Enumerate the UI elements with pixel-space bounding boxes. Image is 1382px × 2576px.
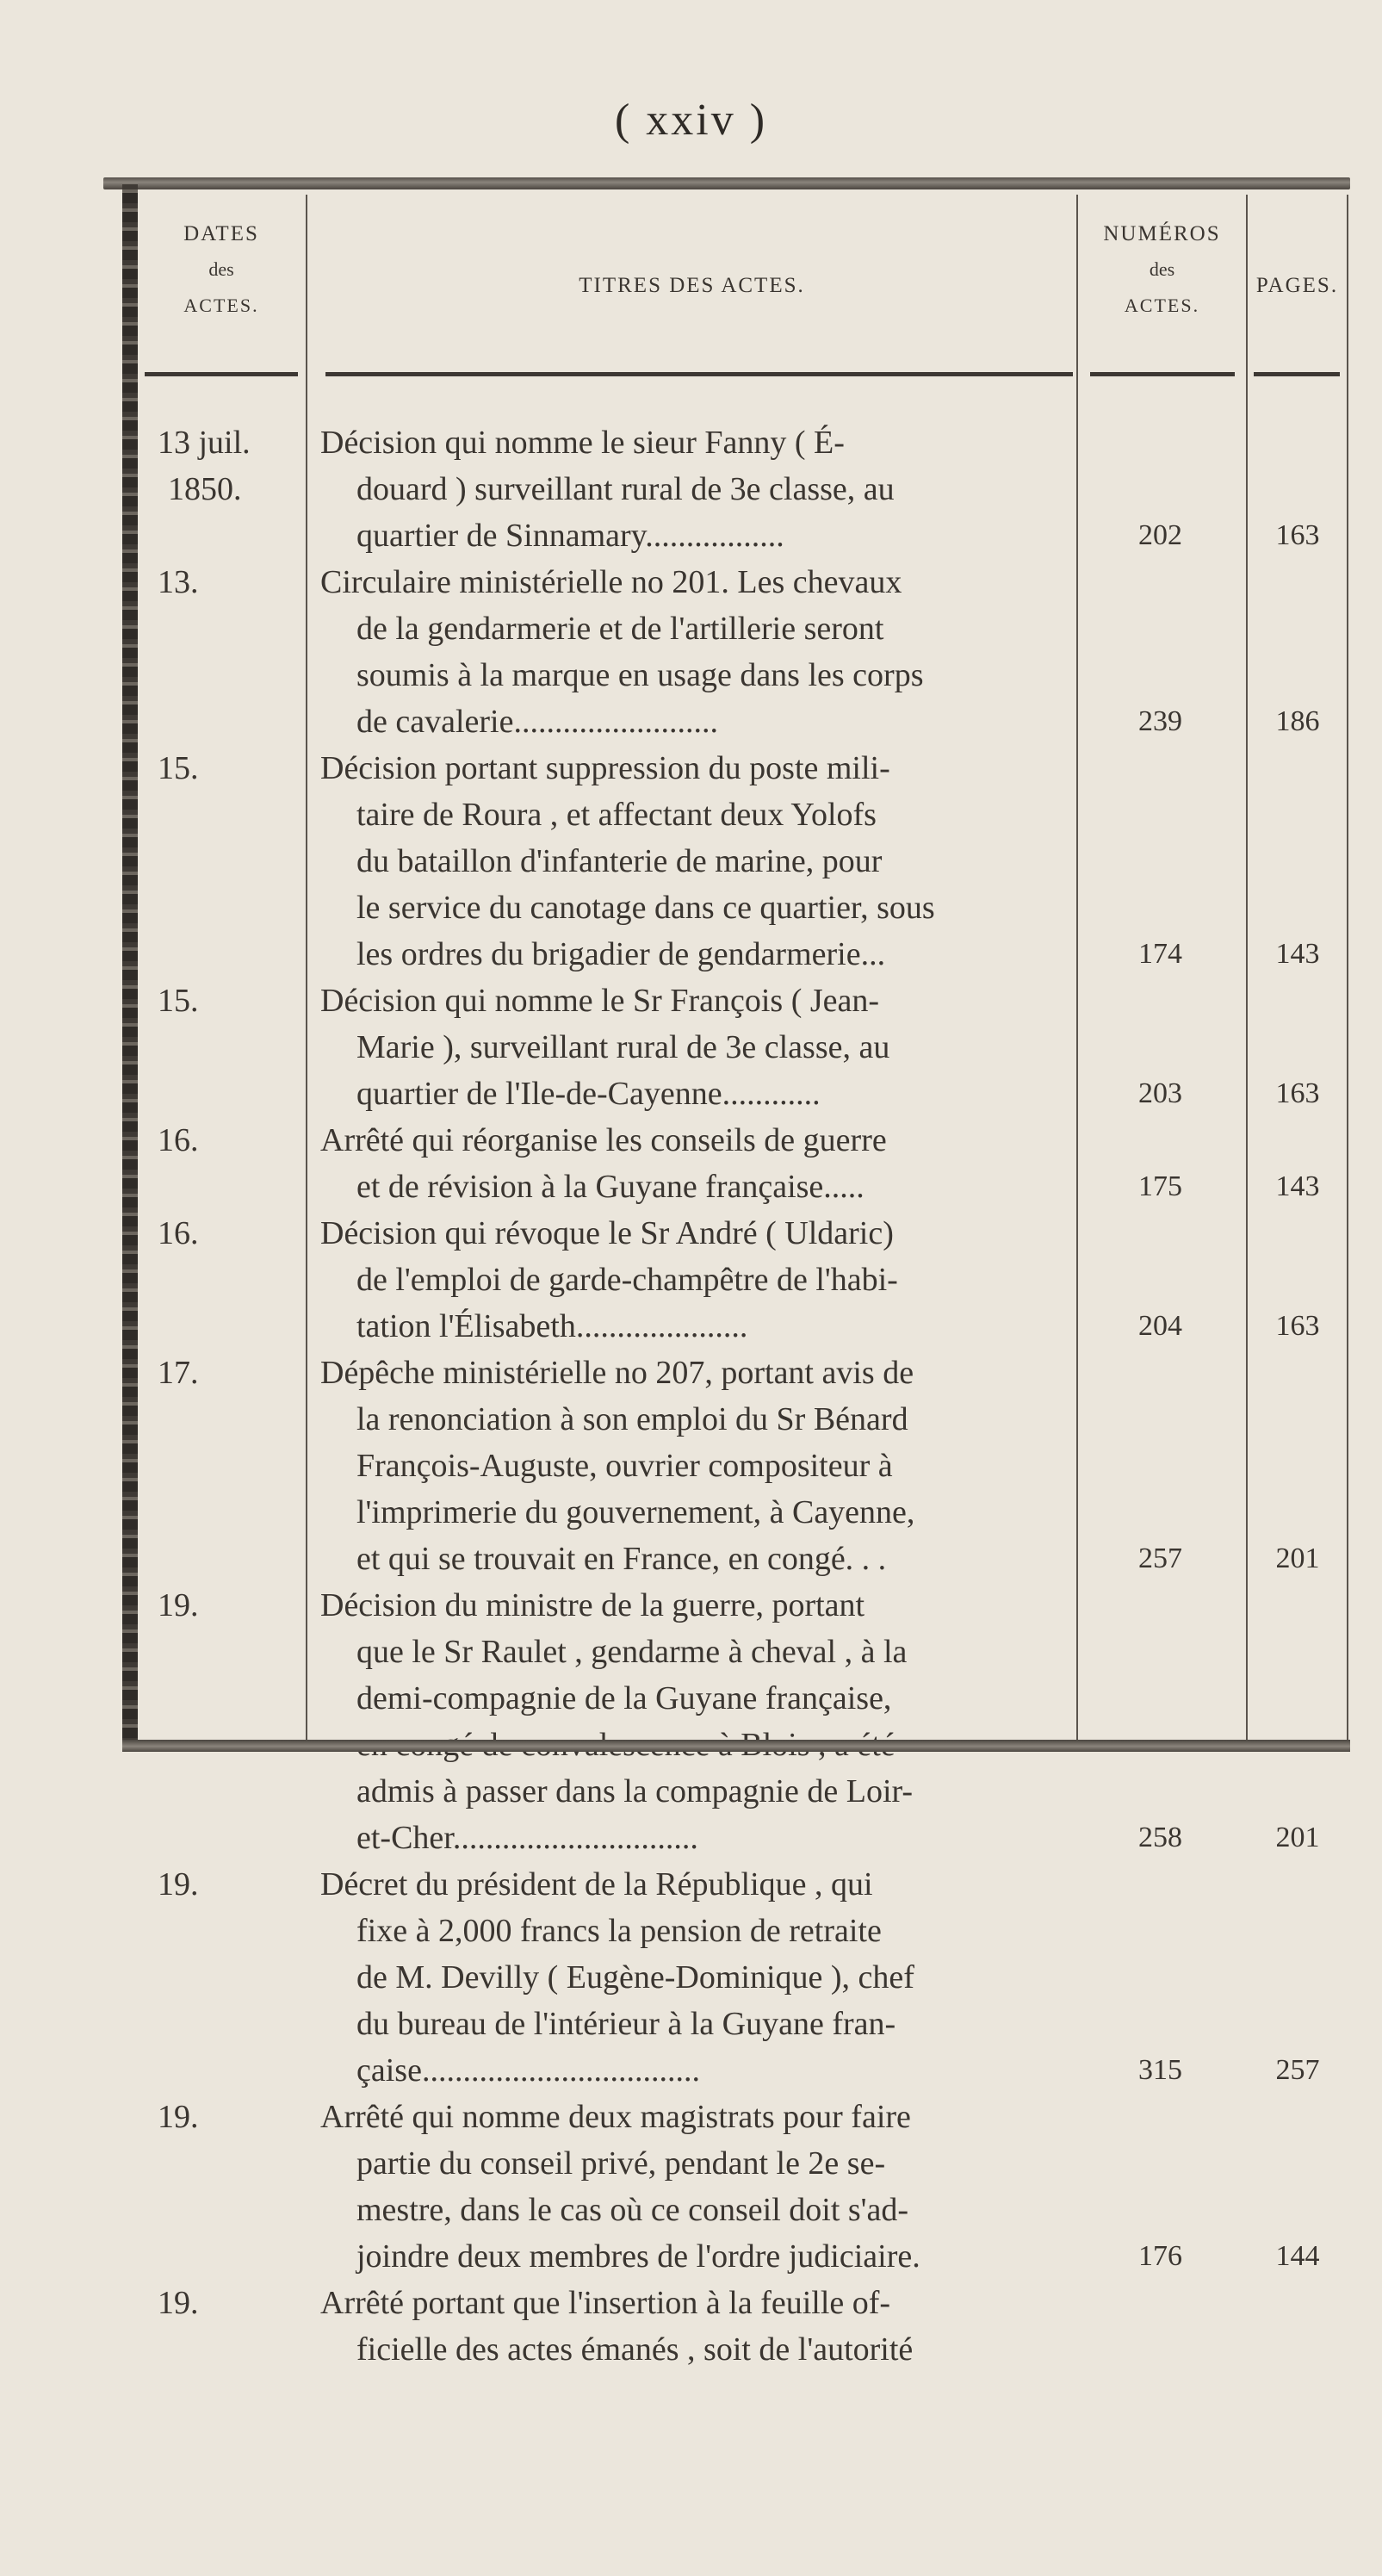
act-date-line: 13.: [158, 564, 199, 600]
act-title-line: Décision qui révoque le Sr André ( Uldaric): [320, 1215, 894, 1251]
act-title-line: Décision qui nomme le sieur Fanny ( É-: [320, 425, 845, 461]
act-title: [320, 2094, 1078, 2280]
act-title-line: l'imprimerie du gouvernement, à Cayenne,: [356, 1494, 915, 1530]
act-page: 257: [1275, 2054, 1320, 2086]
act-number: 257: [1138, 1542, 1182, 1574]
act-title: [320, 1117, 1078, 1210]
act-title-line: Décision du ministre de la guerre, portant: [320, 1587, 865, 1623]
act-title-line: du bataillon d'infanterie de marine, pour: [356, 843, 883, 879]
act-title-line: douard ) surveillant rural de 3e classe, au: [356, 471, 895, 507]
act-page: 143: [1275, 938, 1320, 970]
act-page: 186: [1275, 705, 1320, 737]
col-separator-dates: [306, 195, 307, 1740]
act-title-line: et-Cher..............................: [356, 1820, 698, 1856]
act-date: [158, 1210, 287, 1257]
act-date-line: 1850.: [168, 471, 242, 507]
act-title-line: de cavalerie.........................: [356, 704, 718, 740]
act-title-line: partie du conseil privé, pendant le 2e se-: [356, 2145, 886, 2182]
act-title-line: demi-compagnie de la Guyane française,: [356, 1680, 892, 1716]
act-title-line: ficielle des actes émanés , soit de l'autorité: [356, 2331, 914, 2368]
act-title-line: taire de Roura , et affectant deux Yolofs: [356, 797, 877, 833]
act-title-line: Décision portant suppression du poste mili-: [320, 750, 890, 786]
act-date: [158, 1582, 287, 1629]
header-numeros-line2: des: [1149, 258, 1175, 280]
act-title: [320, 1582, 1078, 1861]
act-number: 174: [1138, 938, 1182, 970]
act-title: [320, 2280, 1078, 2373]
act-title-line: Circulaire ministérielle no 201. Les chevaux: [320, 564, 902, 600]
header-numeros-line3: ACTES.: [1124, 295, 1200, 316]
act-number: 315: [1138, 2054, 1182, 2086]
act-title: [320, 745, 1078, 978]
act-number: 175: [1138, 1170, 1182, 1202]
act-title-line: joindre deux membres de l'ordre judiciaire.: [356, 2238, 920, 2275]
act-title-line: le service du canotage dans ce quartier, sous: [356, 890, 935, 926]
header-pages: PAGES.: [1255, 274, 1339, 297]
act-title-line: la renonciation à son emploi du Sr Bénard: [356, 1401, 908, 1437]
header-dates-line1: DATES: [183, 222, 259, 245]
act-title-line: les ordres du brigadier de gendarmerie...: [356, 936, 886, 972]
act-date: [158, 559, 287, 605]
act-title-line: Arrêté portant que l'insertion à la feuille of-: [320, 2285, 891, 2321]
page-number: ( xxiv ): [614, 96, 768, 145]
act-date-line: 13 juil.: [158, 425, 251, 461]
act-title-line: soumis à la marque en usage dans les corps: [356, 657, 924, 693]
act-date: [158, 1117, 287, 1164]
bottom-rule: [122, 1740, 1350, 1752]
act-page: 201: [1275, 1822, 1320, 1853]
act-title-line: Décret du président de la République , qui: [320, 1866, 873, 1903]
act-date-line: 16.: [158, 1215, 199, 1251]
header-rule-dates: [145, 372, 298, 376]
header-rule-titres: [325, 372, 1073, 376]
act-number: 176: [1138, 2240, 1182, 2272]
act-date: [158, 1350, 287, 1396]
act-number: 204: [1138, 1310, 1182, 1342]
act-title-line: Arrêté qui réorganise les conseils de guerre: [320, 1122, 887, 1158]
header-rule-numeros: [1090, 372, 1235, 376]
act-title: [320, 1861, 1078, 2094]
act-title-line: et qui se trouvait en France, en congé. . .: [356, 1541, 887, 1577]
act-title: [320, 978, 1078, 1117]
act-date: [158, 978, 287, 1024]
act-date-line: 19.: [158, 2099, 199, 2135]
act-date-line: 19.: [158, 1866, 199, 1903]
act-date-line: 19.: [158, 1587, 199, 1623]
act-date-line: 15.: [158, 750, 199, 786]
act-title-line: de la gendarmerie et de l'artillerie seront: [356, 611, 884, 647]
act-number: 203: [1138, 1077, 1182, 1109]
act-title-line: Marie ), surveillant rural de 3e classe, au: [356, 1029, 890, 1065]
top-rule: [103, 177, 1350, 189]
header-numeros: [1078, 222, 1246, 317]
header-numeros-line1: NUMÉROS: [1103, 222, 1221, 245]
act-date: [158, 2280, 287, 2326]
act-title: [320, 1350, 1078, 1582]
act-title-line: admis à passer dans la compagnie de Loir-: [356, 1773, 914, 1809]
act-title-line: Décision qui nomme le Sr François ( Jean-: [320, 983, 880, 1019]
act-title: [320, 419, 1078, 559]
header-dates-line2: des: [208, 258, 234, 280]
act-title-line: Arrêté qui nomme deux magistrats pour faire: [320, 2099, 911, 2135]
act-number: 202: [1138, 519, 1182, 551]
act-title-line: çaise..................................: [356, 2052, 700, 2089]
header-titres: TITRES DES ACTES.: [579, 274, 805, 297]
act-date: [158, 745, 287, 791]
act-title-line: du bureau de l'intérieur à la Guyane fran-: [356, 2006, 896, 2042]
act-date: [158, 419, 287, 512]
act-title: [320, 1210, 1078, 1350]
act-title-line: de M. Devilly ( Eugène-Dominique ), chef: [356, 1959, 914, 1996]
act-title-line: mestre, dans le cas où ce conseil doit s'ad-: [356, 2192, 909, 2228]
header-dates: [139, 222, 303, 317]
act-date-line: 17.: [158, 1355, 199, 1391]
act-title-line: quartier de l'Ile-de-Cayenne............: [356, 1076, 821, 1112]
act-date: [158, 1861, 287, 1908]
act-number: 258: [1138, 1822, 1182, 1853]
act-title-line: François-Auguste, ouvrier compositeur à: [356, 1448, 893, 1484]
act-title-line: quartier de Sinnamary.................: [356, 518, 784, 554]
act-page: 143: [1275, 1170, 1320, 1202]
left-border: [122, 184, 138, 1743]
act-title-line: que le Sr Raulet , gendarme à cheval , à la: [356, 1634, 908, 1670]
act-title: [320, 559, 1078, 745]
act-title-line: et de révision à la Guyane française.....: [356, 1169, 865, 1205]
header-dates-line3: ACTES.: [183, 295, 259, 316]
act-page: 163: [1275, 519, 1320, 551]
act-page: 163: [1275, 1077, 1320, 1109]
act-title-line: Dépêche ministérielle no 207, portant avis de: [320, 1355, 914, 1391]
act-page: 163: [1275, 1310, 1320, 1342]
act-date-line: 15.: [158, 983, 199, 1019]
act-date: [158, 2094, 287, 2140]
header-rule-pages: [1254, 372, 1340, 376]
act-date-line: 16.: [158, 1122, 199, 1158]
act-page: 144: [1275, 2240, 1320, 2272]
act-page: 201: [1275, 1542, 1320, 1574]
act-title-line: tation l'Élisabeth.....................: [356, 1308, 748, 1344]
act-date-line: 19.: [158, 2285, 199, 2321]
act-number: 239: [1138, 705, 1182, 737]
act-title-line: de l'emploi de garde-champêtre de l'habi-: [356, 1262, 898, 1298]
act-title-line: fixe à 2,000 francs la pension de retraite: [356, 1913, 882, 1949]
